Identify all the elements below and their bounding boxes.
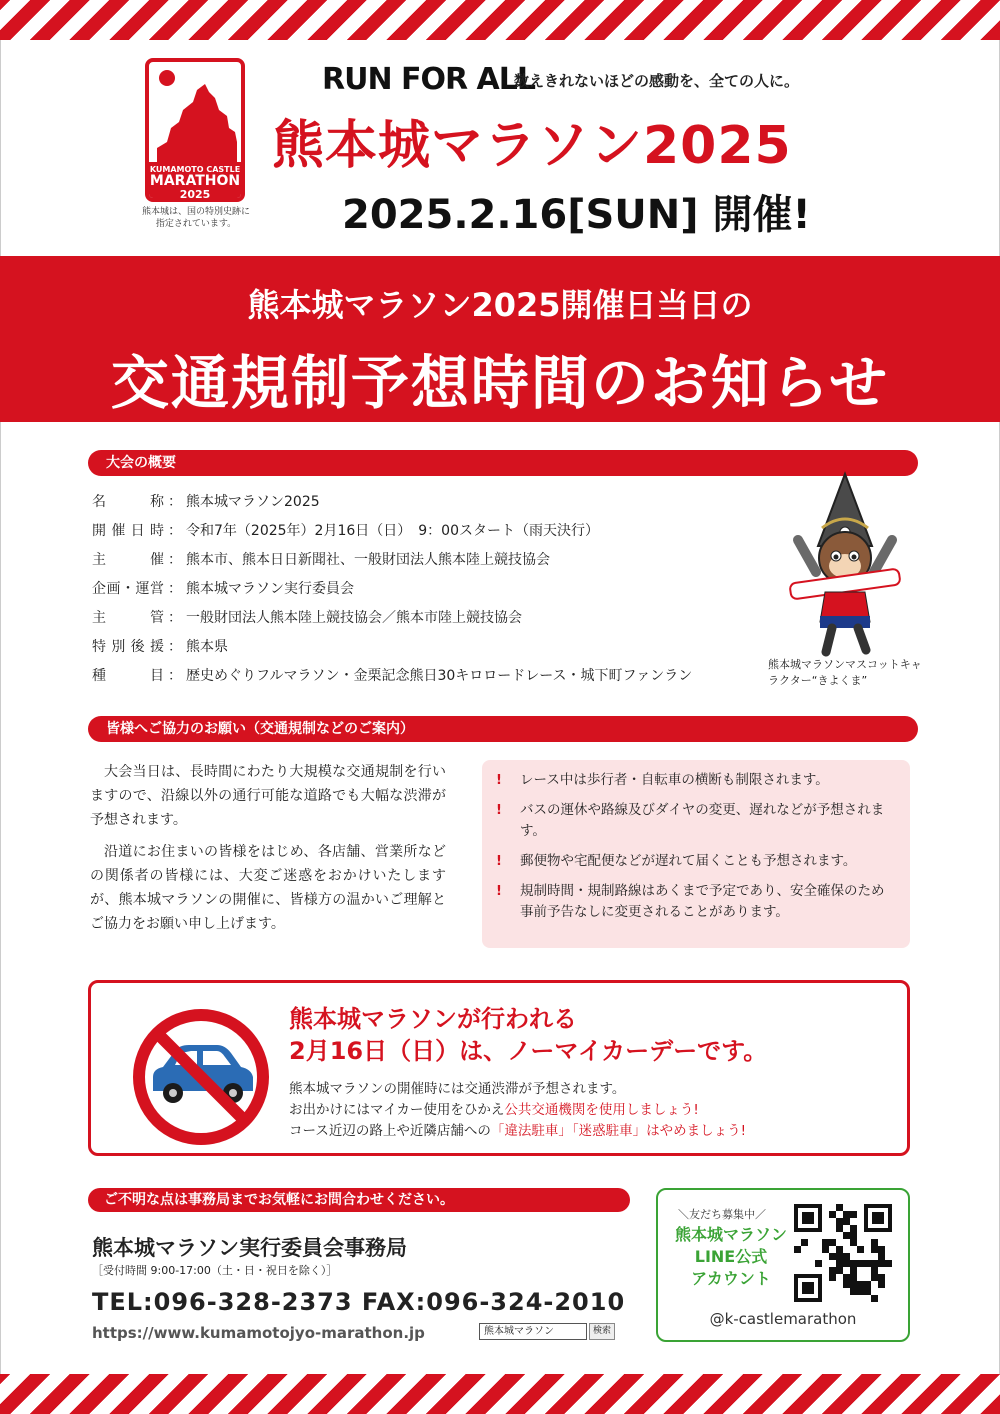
event-title: 熊本城マラソン2025	[272, 116, 792, 176]
overview-label: 名称	[92, 494, 164, 510]
overview-value: 熊本市、熊本日日新聞社、一般財団法人熊本陸上競技協会	[186, 552, 550, 568]
overview-value: 熊本城マラソン実行委員会	[186, 581, 354, 597]
no-car-day-box	[88, 980, 910, 1156]
castle-icon	[149, 62, 241, 162]
office-name: 熊本城マラソン実行委員会事務局	[92, 1236, 407, 1260]
overview-row	[92, 608, 752, 637]
line-title	[672, 1224, 790, 1290]
banner-line1: 熊本城マラソン2025開催日当日の	[247, 286, 753, 324]
overview-list	[92, 492, 752, 695]
no-car-line3-text: コース近辺の路上や近隣店舗への	[289, 1123, 491, 1139]
logo-line2: MARATHON	[149, 173, 241, 189]
qr-code-icon[interactable]	[794, 1204, 892, 1302]
line-id: @k-castlemarathon	[709, 1310, 857, 1328]
no-car-heading	[289, 1003, 767, 1067]
logo-note: 熊本城は、国の特別史跡に指定されています。	[141, 207, 250, 229]
no-car-line1: 熊本城マラソンの開催時には交通渋滞が予想されます。	[289, 1081, 626, 1097]
office-hours: ［受付時間 9:00-17:00（土・日・祝日を除く）］	[92, 1264, 338, 1277]
notes-box	[482, 760, 910, 948]
line-title2: LINE公式	[694, 1247, 768, 1266]
overview-value: 熊本県	[186, 639, 228, 655]
no-car-line2-emph: 公共交通機関を使用しましょう!	[504, 1102, 699, 1118]
note-item	[496, 851, 896, 872]
overview-label: 種目	[92, 668, 164, 684]
contact-heading: ご不明な点は事務局までお気軽にお問合わせください。	[88, 1188, 630, 1212]
overview-row	[92, 666, 752, 695]
note-text: 郵便物や宅配便などが遅れて届くことも予想されます。	[520, 853, 857, 869]
overview-row	[92, 521, 752, 550]
search-input[interactable]: 熊本城マラソン	[479, 1323, 587, 1340]
search-button[interactable]: 検索	[589, 1323, 615, 1340]
logo-line1: KUMAMOTO CASTLE	[149, 165, 241, 174]
overview-value: 一般財団法人熊本陸上競技協会／熊本市陸上競技協会	[186, 610, 522, 626]
no-car-icon	[131, 1007, 271, 1147]
top-stripe-border	[0, 0, 1000, 40]
request-paragraph: 大会当日は、長時間にわたり大規模な交通規制を行いますので、沿線以外の通行可能な道路でも大幅な渋滞が予想されます。	[90, 764, 446, 828]
line-recruit-label: ＼友だち募集中／	[678, 1208, 766, 1221]
no-car-line2-text: お出かけにはマイカー使用をひかえ	[289, 1102, 505, 1118]
overview-value: 歴史めぐりフルマラソン・金栗記念熊日30キロロードレース・城下町ファンラン	[186, 668, 693, 684]
overview-value: 熊本城マラソン2025	[186, 494, 320, 510]
overview-label: 主管	[92, 610, 164, 626]
run-for-all: RUN FOR ALL	[322, 62, 536, 97]
tagline: 数えきれないほどの感動を、全ての人に。	[514, 72, 800, 90]
overview-value: 令和7年（2025年）2月16日（日） 9：00スタート（雨天決行）	[186, 523, 599, 539]
logo-line3: 2025	[179, 188, 211, 201]
exclamation-icon: !	[496, 854, 502, 869]
note-text: 規制時間・規制路線はあくまで予定であり、安全確保のため事前予告なしに変更されることがあります。	[520, 883, 885, 920]
phone-fax: TEL:096-328-2373 FAX:096-324-2010	[92, 1288, 626, 1316]
overview-heading: 大会の概要	[88, 450, 918, 476]
line-title1: 熊本城マラソン	[674, 1225, 787, 1244]
exclamation-icon: !	[496, 773, 502, 788]
overview-row	[92, 637, 752, 666]
line-title3: アカウント	[691, 1269, 771, 1288]
notice-banner	[0, 256, 1000, 422]
overview-row	[92, 492, 752, 521]
logo-band	[149, 162, 241, 202]
marathon-logo	[145, 58, 245, 202]
note-item	[496, 881, 896, 923]
page-frame	[0, 40, 1000, 1374]
overview-colon: ：	[168, 610, 182, 626]
line-account-box	[656, 1188, 910, 1342]
overview-row	[92, 550, 752, 579]
bottom-stripe-border	[0, 1374, 1000, 1414]
overview-label: 特別後援	[92, 639, 164, 655]
no-car-heading1: 熊本城マラソンが行われる	[289, 1005, 577, 1033]
no-car-line2	[289, 1100, 746, 1121]
overview-colon: ：	[168, 552, 182, 568]
request-text	[90, 760, 446, 944]
overview-label: 開催日時	[92, 523, 164, 539]
overview-row	[92, 579, 752, 608]
overview-colon: ：	[168, 639, 182, 655]
overview-colon: ：	[168, 523, 182, 539]
banner-line2: 交通規制予想時間のお知らせ	[110, 349, 890, 417]
mascot-caption: 熊本城マラソンマスコットキャラクター“きよくま”	[768, 658, 922, 687]
request-heading: 皆様へご協力のお願い（交通規制などのご案内）	[88, 716, 918, 742]
overview-label: 主催	[92, 552, 164, 568]
exclamation-icon: !	[496, 803, 502, 818]
mascot-image	[770, 470, 920, 660]
note-item	[496, 770, 896, 791]
overview-colon: ：	[168, 668, 182, 684]
request-paragraph: 沿道にお住まいの皆様をはじめ、各店舗、営業所などの関係者の皆様には、大変ご迷惑をおかけいたしますが、熊本城マラソンの開催に、皆様方の温かいご理解とご協力をお願い申し上げます。	[90, 844, 446, 932]
no-car-line3-emph: 「違法駐車」「迷惑駐車」はやめましょう!	[490, 1123, 746, 1139]
overview-colon: ：	[168, 581, 182, 597]
note-text: レース中は歩行者・自転車の横断も制限されます。	[520, 772, 829, 788]
note-text: バスの運休や路線及びダイヤの変更、遅れなどが予想されます。	[520, 802, 885, 839]
no-car-line3	[289, 1121, 746, 1142]
overview-colon: ：	[168, 494, 182, 510]
event-date: 2025.2.16[SUN] 開催!	[342, 192, 811, 238]
no-car-heading2: 2月16日（日）は、ノーマイカーデーです。	[289, 1037, 768, 1065]
website-url[interactable]: https://www.kumamotojyo-marathon.jp	[92, 1324, 425, 1342]
exclamation-icon: !	[496, 884, 502, 899]
note-item	[496, 800, 896, 842]
no-car-text	[289, 1079, 746, 1142]
overview-label: 企画・運営	[92, 581, 164, 597]
